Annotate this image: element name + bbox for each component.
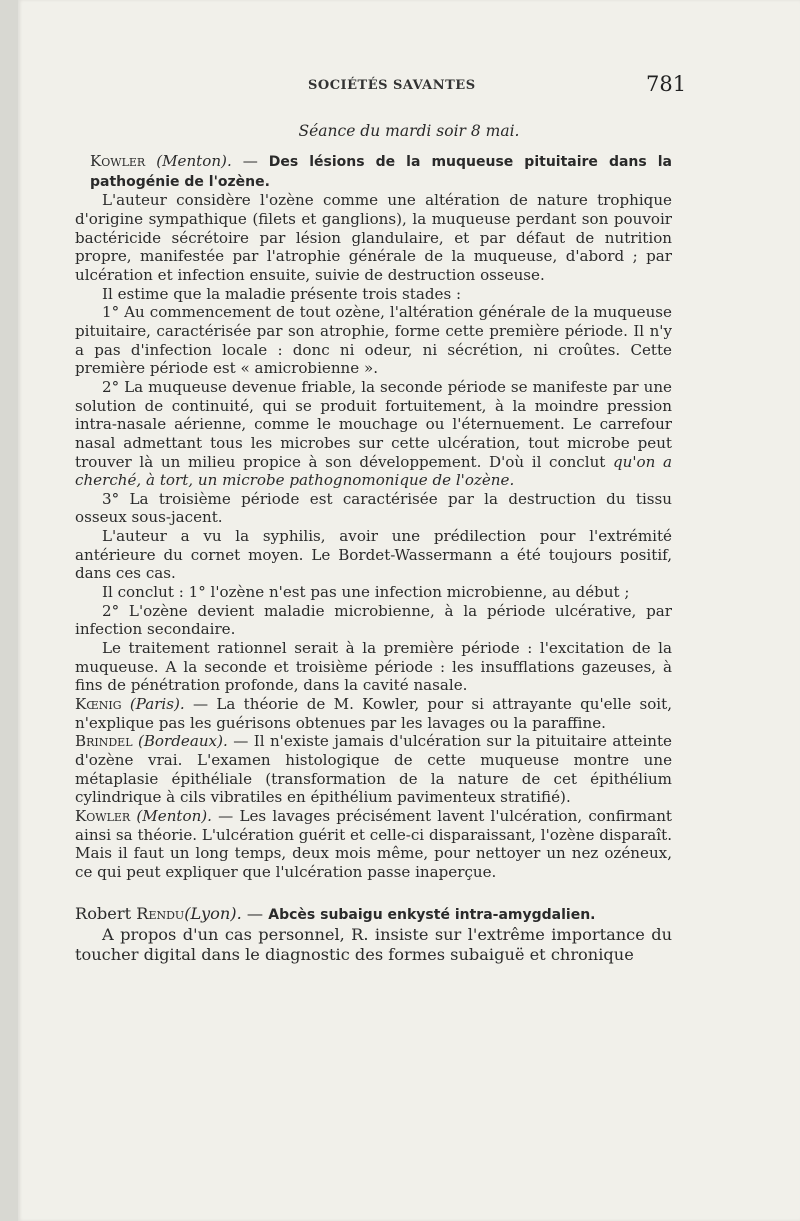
paragraph-italic-text: qu'on a cherché, à tort, un microbe pathognomonique de l'ozène. xyxy=(75,452,672,490)
discussion-brindel xyxy=(75,732,672,807)
running-title: SOCIÉTÉS SAVANTES xyxy=(308,78,476,93)
document-page xyxy=(18,0,800,1221)
paragraph: 3° La troisième période est caractérisée par la destruction du tissu osseux sous-jacent. xyxy=(75,489,672,527)
discussion-koenig xyxy=(75,695,672,732)
body-text xyxy=(75,152,672,965)
author-city: (Menton). xyxy=(156,152,232,170)
paragraph: L'auteur considère l'ozène comme une altération de nature trophique d'origine sympathique (filets et ganglions), la muqueuse perdant son pouvoir bactéricide sécrétoire par lésion glandulaire, et par défaut de nutrition propre, manifestée par l'atrophie générale de la muqueuse, d'abord ; par ulcération et infection ensuite, suivie de destruction osseuse. xyxy=(75,191,672,284)
page-header xyxy=(18,70,800,100)
author-name: Kowler xyxy=(90,152,146,170)
page-number: 781 xyxy=(646,72,687,96)
communication-title: Abcès subaigu enkysté intra-amygdalien. xyxy=(268,906,596,923)
discussion-text: — Il n'existe jamais d'ulcération sur la pituitaire atteinte d'ozène vrai. L'examen histologique de cette muqueuse montre une métaplasie épithéliale (transformation de la nature de cet épithélium cylindrique à cils vibratiles en épithélium pavimenteux stratifié). xyxy=(75,732,672,807)
communication-title: Des lésions de la muqueuse pituitaire dans la pathogénie de l'ozène. xyxy=(90,154,672,190)
session-heading: Séance du mardi soir 8 mai. xyxy=(298,122,520,140)
entry-kowler-heading xyxy=(75,152,672,191)
discussion-text: — La théorie de M. Kowler, pour si attrayante qu'elle soit, n'explique pas les guérisons obtenues par les lavages ou la paraffine. xyxy=(75,695,672,732)
paragraph: Le traitement rationnel serait à la première période : l'excitation de la muqueuse. A la seconde et troisième période : les insufflations gazeuses, à fins de pénétration profonde, dans la cavité nasale. xyxy=(75,639,672,695)
section-gap xyxy=(75,882,672,904)
author-city: (Paris). xyxy=(129,695,185,714)
author-city: (Bordeaux). xyxy=(137,732,228,751)
paragraph: Il estime que la maladie présente trois stades : xyxy=(102,284,462,303)
paragraph: L'auteur a vu la syphilis, avoir une prédilection pour l'extrémité antérieure du cornet moyen. Le Bordet-Wassermann a été toujours positif, dans ces cas. xyxy=(75,527,672,583)
paragraph-text: 2° La muqueuse devenue friable, la seconde période se manifeste par une solution de continuité, qui se produit fortuitement, à la moindre pression intra-nasale aérienne, comme le mouchage ou l'éternuement. Le carrefour nasal admettant tous les microbes sur cette ulcération, tout microbe peut trouver là un milieu propice à son développement. D'où il conclut xyxy=(75,377,672,471)
author-name: Brindel xyxy=(75,732,133,751)
author-first-name: Robert xyxy=(75,903,137,923)
paragraph: 1° Au commencement de tout ozène, l'altération générale de la muqueuse pituitaire, caractérisée par son atrophie, forme cette première période. Il n'y a pas d'infection locale : donc ni odeur, ni sécrétion, ni croûtes. Cette première période est « amicrobienne ». xyxy=(75,303,672,378)
paragraph: 2° L'ozène devient maladie microbienne, à la période ulcérative, par infection secondaire. xyxy=(75,601,672,639)
paragraph: Il conclut : 1° l'ozène n'est pas une infection microbienne, au début ; xyxy=(102,583,630,602)
author-city: (Lyon). xyxy=(184,903,242,923)
author-name: Rendu xyxy=(136,903,185,923)
paragraph: A propos d'un cas personnel, R. insiste sur l'extrême importance du toucher digital dans le diagnostic des formes subaiguë et chronique xyxy=(75,924,672,964)
paragraph xyxy=(75,378,672,490)
discussion-kowler xyxy=(75,807,672,882)
discussion-text: — Les lavages précisément lavent l'ulcération, confirmant ainsi sa théorie. L'ulcération guérit et celle-ci disparaissant, l'ozène disparaît. Mais il faut un long temps, deux mois même, pour nettoyer un nez ozéneux, ce qui peut expliquer que l'ulcération passe inaperçue. xyxy=(75,806,672,881)
dash: — xyxy=(241,903,269,923)
author-name: Kowler xyxy=(75,806,131,825)
author-city: (Menton). xyxy=(136,806,212,825)
author-name: Kœnig xyxy=(75,695,122,714)
dash: — xyxy=(231,152,269,170)
entry-rendu-heading xyxy=(75,904,672,925)
